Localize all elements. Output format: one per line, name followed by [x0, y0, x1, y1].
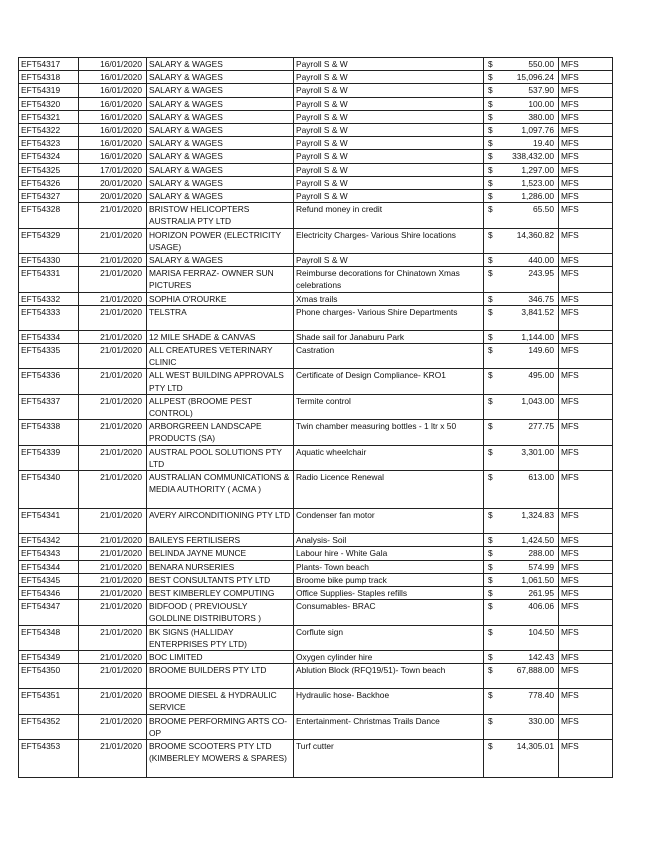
table-row	[19, 254, 613, 267]
payment-ref-cell: EFT54333	[19, 305, 79, 330]
description-cell: Oxygen cylinder hire	[294, 650, 484, 663]
fund-cell: MFS	[559, 369, 613, 394]
table-row	[19, 97, 613, 110]
currency-symbol-cell: $	[484, 471, 498, 509]
fund-cell: MFS	[559, 71, 613, 84]
payment-date-cell: 20/01/2020	[79, 190, 147, 203]
description-cell: Radio Licence Renewal	[294, 471, 484, 509]
payment-date-cell: 16/01/2020	[79, 150, 147, 163]
payee-cell: MARISA FERRAZ- OWNER SUN PICTURES	[147, 267, 294, 292]
description-cell: Certificate of Design Compliance- KRO1	[294, 369, 484, 394]
payment-date-cell: 21/01/2020	[79, 689, 147, 714]
payment-date-cell: 21/01/2020	[79, 664, 147, 689]
amount-cell: 14,305.01	[498, 739, 559, 777]
payment-ref-cell: EFT54338	[19, 420, 79, 445]
table-row	[19, 369, 613, 394]
payment-ref-cell: EFT54325	[19, 163, 79, 176]
payee-cell: SOPHIA O'ROURKE	[147, 292, 294, 305]
payee-cell: SALARY & WAGES	[147, 150, 294, 163]
table-row	[19, 71, 613, 84]
description-cell: Xmas trails	[294, 292, 484, 305]
payment-date-cell: 21/01/2020	[79, 305, 147, 330]
fund-cell: MFS	[559, 420, 613, 445]
payment-date-cell: 21/01/2020	[79, 534, 147, 547]
payment-ref-cell: EFT54320	[19, 97, 79, 110]
payee-cell: 12 MILE SHADE & CANVAS	[147, 330, 294, 343]
payee-cell: SALARY & WAGES	[147, 176, 294, 189]
amount-cell: 243.95	[498, 267, 559, 292]
fund-cell: MFS	[559, 97, 613, 110]
amount-cell: 330.00	[498, 714, 559, 739]
payee-cell: TELSTRA	[147, 305, 294, 330]
table-row	[19, 509, 613, 534]
amount-cell: 15,096.24	[498, 71, 559, 84]
payee-cell: AUSTRAL POOL SOLUTIONS PTY LTD	[147, 445, 294, 470]
payee-cell: SALARY & WAGES	[147, 137, 294, 150]
amount-cell: 346.75	[498, 292, 559, 305]
description-cell: Reimburse decorations for Chinatown Xmas celebrations	[294, 267, 484, 292]
payment-ref-cell: EFT54349	[19, 650, 79, 663]
payment-date-cell: 16/01/2020	[79, 110, 147, 123]
description-cell: Payroll S & W	[294, 163, 484, 176]
payment-ref-cell: EFT54330	[19, 254, 79, 267]
description-cell: Corflute sign	[294, 625, 484, 650]
payment-date-cell: 21/01/2020	[79, 330, 147, 343]
table-row	[19, 176, 613, 189]
payment-date-cell: 17/01/2020	[79, 163, 147, 176]
payment-date-cell: 21/01/2020	[79, 739, 147, 777]
payment-date-cell: 16/01/2020	[79, 71, 147, 84]
currency-symbol-cell: $	[484, 254, 498, 267]
currency-symbol-cell: $	[484, 71, 498, 84]
description-cell: Condenser fan motor	[294, 509, 484, 534]
amount-cell: 142.43	[498, 650, 559, 663]
description-cell: Payroll S & W	[294, 71, 484, 84]
payee-cell: SALARY & WAGES	[147, 254, 294, 267]
currency-symbol-cell: $	[484, 600, 498, 625]
fund-cell: MFS	[559, 203, 613, 228]
payment-ref-cell: EFT54324	[19, 150, 79, 163]
payee-cell: BENARA NURSERIES	[147, 560, 294, 573]
payment-date-cell: 21/01/2020	[79, 560, 147, 573]
amount-cell: 100.00	[498, 97, 559, 110]
description-cell: Consumables- BRAC	[294, 600, 484, 625]
description-cell: Electricity Charges- Various Shire locations	[294, 228, 484, 253]
payment-ref-cell: EFT54317	[19, 58, 79, 71]
payment-ref-cell: EFT54335	[19, 344, 79, 369]
payee-cell: SALARY & WAGES	[147, 190, 294, 203]
description-cell: Ablution Block (RFQ19/51)- Town beach	[294, 664, 484, 689]
table-row	[19, 689, 613, 714]
fund-cell: MFS	[559, 228, 613, 253]
table-row	[19, 420, 613, 445]
payments-table-body	[19, 58, 613, 778]
fund-cell: MFS	[559, 445, 613, 470]
payee-cell: AUSTRALIAN COMMUNICATIONS & MEDIA AUTHORITY ( ACMA )	[147, 471, 294, 509]
table-row	[19, 292, 613, 305]
table-row	[19, 573, 613, 586]
payment-date-cell: 21/01/2020	[79, 394, 147, 419]
fund-cell: MFS	[559, 714, 613, 739]
description-cell: Payroll S & W	[294, 176, 484, 189]
currency-symbol-cell: $	[484, 534, 498, 547]
description-cell: Phone charges- Various Shire Departments	[294, 305, 484, 330]
currency-symbol-cell: $	[484, 228, 498, 253]
payment-ref-cell: EFT54336	[19, 369, 79, 394]
payment-ref-cell: EFT54339	[19, 445, 79, 470]
fund-cell: MFS	[559, 163, 613, 176]
amount-cell: 338,432.00	[498, 150, 559, 163]
table-row	[19, 664, 613, 689]
currency-symbol-cell: $	[484, 190, 498, 203]
table-row	[19, 305, 613, 330]
currency-symbol-cell: $	[484, 124, 498, 137]
amount-cell: 1,061.50	[498, 573, 559, 586]
table-row	[19, 267, 613, 292]
amount-cell: 1,097.76	[498, 124, 559, 137]
table-row	[19, 471, 613, 509]
payment-ref-cell: EFT54318	[19, 71, 79, 84]
amount-cell: 406.06	[498, 600, 559, 625]
currency-symbol-cell: $	[484, 625, 498, 650]
amount-cell: 550.00	[498, 58, 559, 71]
fund-cell: MFS	[559, 58, 613, 71]
amount-cell: 149.60	[498, 344, 559, 369]
fund-cell: MFS	[559, 600, 613, 625]
currency-symbol-cell: $	[484, 547, 498, 560]
table-row	[19, 330, 613, 343]
currency-symbol-cell: $	[484, 203, 498, 228]
payee-cell: BK SIGNS (HALLIDAY ENTERPRISES PTY LTD)	[147, 625, 294, 650]
payment-ref-cell: EFT54332	[19, 292, 79, 305]
amount-cell: 288.00	[498, 547, 559, 560]
fund-cell: MFS	[559, 560, 613, 573]
payment-ref-cell: EFT54345	[19, 573, 79, 586]
payment-date-cell: 16/01/2020	[79, 124, 147, 137]
amount-cell: 3,841.52	[498, 305, 559, 330]
table-row	[19, 228, 613, 253]
currency-symbol-cell: $	[484, 573, 498, 586]
payment-ref-cell: EFT54337	[19, 394, 79, 419]
description-cell: Entertainment- Christmas Trails Dance	[294, 714, 484, 739]
fund-cell: MFS	[559, 509, 613, 534]
payment-date-cell: 21/01/2020	[79, 344, 147, 369]
amount-cell: 613.00	[498, 471, 559, 509]
payment-ref-cell: EFT54347	[19, 600, 79, 625]
payment-date-cell: 21/01/2020	[79, 509, 147, 534]
payment-ref-cell: EFT54344	[19, 560, 79, 573]
fund-cell: MFS	[559, 534, 613, 547]
description-cell: Termite control	[294, 394, 484, 419]
payee-cell: BROOME BUILDERS PTY LTD	[147, 664, 294, 689]
table-row	[19, 124, 613, 137]
payment-ref-cell: EFT54319	[19, 84, 79, 97]
payee-cell: BAILEYS FERTILISERS	[147, 534, 294, 547]
payment-ref-cell: EFT54342	[19, 534, 79, 547]
payment-ref-cell: EFT54350	[19, 664, 79, 689]
payee-cell: ALL WEST BUILDING APPROVALS PTY LTD	[147, 369, 294, 394]
table-row	[19, 163, 613, 176]
amount-cell: 574.99	[498, 560, 559, 573]
fund-cell: MFS	[559, 573, 613, 586]
payment-date-cell: 21/01/2020	[79, 445, 147, 470]
payment-date-cell: 21/01/2020	[79, 254, 147, 267]
currency-symbol-cell: $	[484, 305, 498, 330]
currency-symbol-cell: $	[484, 344, 498, 369]
fund-cell: MFS	[559, 394, 613, 419]
amount-cell: 1,523.00	[498, 176, 559, 189]
amount-cell: 1,144.00	[498, 330, 559, 343]
payment-ref-cell: EFT54334	[19, 330, 79, 343]
payee-cell: ARBORGREEN LANDSCAPE PRODUCTS (SA)	[147, 420, 294, 445]
currency-symbol-cell: $	[484, 330, 498, 343]
amount-cell: 1,424.50	[498, 534, 559, 547]
amount-cell: 104.50	[498, 625, 559, 650]
currency-symbol-cell: $	[484, 739, 498, 777]
table-row	[19, 344, 613, 369]
payment-ref-cell: EFT54352	[19, 714, 79, 739]
payment-ref-cell: EFT54327	[19, 190, 79, 203]
payee-cell: BROOME DIESEL & HYDRAULIC SERVICE	[147, 689, 294, 714]
fund-cell: MFS	[559, 254, 613, 267]
description-cell: Twin chamber measuring bottles - 1 ltr x 50	[294, 420, 484, 445]
table-row	[19, 110, 613, 123]
table-row	[19, 137, 613, 150]
amount-cell: 537.90	[498, 84, 559, 97]
description-cell: Payroll S & W	[294, 150, 484, 163]
table-row	[19, 586, 613, 599]
description-cell: Payroll S & W	[294, 97, 484, 110]
fund-cell: MFS	[559, 586, 613, 599]
description-cell: Payroll S & W	[294, 110, 484, 123]
payee-cell: BIDFOOD ( PREVIOUSLY GOLDLINE DISTRIBUTORS )	[147, 600, 294, 625]
amount-cell: 1,043.00	[498, 394, 559, 419]
description-cell: Office Supplies- Staples refills	[294, 586, 484, 599]
description-cell: Payroll S & W	[294, 84, 484, 97]
fund-cell: MFS	[559, 650, 613, 663]
fund-cell: MFS	[559, 84, 613, 97]
table-row	[19, 394, 613, 419]
payee-cell: BROOME PERFORMING ARTS CO-OP	[147, 714, 294, 739]
currency-symbol-cell: $	[484, 664, 498, 689]
payment-date-cell: 21/01/2020	[79, 471, 147, 509]
payee-cell: BELINDA JAYNE MUNCE	[147, 547, 294, 560]
amount-cell: 3,301.00	[498, 445, 559, 470]
fund-cell: MFS	[559, 739, 613, 777]
table-row	[19, 150, 613, 163]
description-cell: Broome bike pump track	[294, 573, 484, 586]
description-cell: Payroll S & W	[294, 58, 484, 71]
payment-date-cell: 16/01/2020	[79, 84, 147, 97]
payee-cell: SALARY & WAGES	[147, 71, 294, 84]
payment-ref-cell: EFT54328	[19, 203, 79, 228]
payment-date-cell: 16/01/2020	[79, 97, 147, 110]
fund-cell: MFS	[559, 124, 613, 137]
description-cell: Plants- Town beach	[294, 560, 484, 573]
currency-symbol-cell: $	[484, 560, 498, 573]
description-cell: Aquatic wheelchair	[294, 445, 484, 470]
amount-cell: 1,297.00	[498, 163, 559, 176]
amount-cell: 380.00	[498, 110, 559, 123]
payee-cell: ALL CREATURES VETERINARY CLINIC	[147, 344, 294, 369]
payment-date-cell: 21/01/2020	[79, 547, 147, 560]
payment-ref-cell: EFT54321	[19, 110, 79, 123]
currency-symbol-cell: $	[484, 509, 498, 534]
description-cell: Payroll S & W	[294, 254, 484, 267]
payment-date-cell: 21/01/2020	[79, 420, 147, 445]
amount-cell: 14,360.82	[498, 228, 559, 253]
description-cell: Castration	[294, 344, 484, 369]
fund-cell: MFS	[559, 190, 613, 203]
currency-symbol-cell: $	[484, 586, 498, 599]
amount-cell: 261.95	[498, 586, 559, 599]
fund-cell: MFS	[559, 137, 613, 150]
fund-cell: MFS	[559, 330, 613, 343]
table-row	[19, 650, 613, 663]
amount-cell: 277.75	[498, 420, 559, 445]
fund-cell: MFS	[559, 547, 613, 560]
payment-date-cell: 21/01/2020	[79, 203, 147, 228]
payment-date-cell: 21/01/2020	[79, 650, 147, 663]
table-row	[19, 739, 613, 777]
table-row	[19, 534, 613, 547]
payee-cell: SALARY & WAGES	[147, 58, 294, 71]
currency-symbol-cell: $	[484, 267, 498, 292]
currency-symbol-cell: $	[484, 369, 498, 394]
currency-symbol-cell: $	[484, 445, 498, 470]
table-row	[19, 714, 613, 739]
fund-cell: MFS	[559, 176, 613, 189]
payment-ref-cell: EFT54340	[19, 471, 79, 509]
payment-date-cell: 21/01/2020	[79, 600, 147, 625]
amount-cell: 1,324.83	[498, 509, 559, 534]
fund-cell: MFS	[559, 664, 613, 689]
description-cell: Payroll S & W	[294, 137, 484, 150]
fund-cell: MFS	[559, 689, 613, 714]
table-row	[19, 445, 613, 470]
currency-symbol-cell: $	[484, 650, 498, 663]
payment-date-cell: 16/01/2020	[79, 137, 147, 150]
payment-date-cell: 20/01/2020	[79, 176, 147, 189]
amount-cell: 19.40	[498, 137, 559, 150]
payment-ref-cell: EFT54341	[19, 509, 79, 534]
payment-ref-cell: EFT54326	[19, 176, 79, 189]
description-cell: Turf cutter	[294, 739, 484, 777]
amount-cell: 495.00	[498, 369, 559, 394]
payment-date-cell: 21/01/2020	[79, 228, 147, 253]
table-row	[19, 600, 613, 625]
payee-cell: SALARY & WAGES	[147, 110, 294, 123]
payment-date-cell: 21/01/2020	[79, 292, 147, 305]
table-row	[19, 84, 613, 97]
table-row	[19, 58, 613, 71]
fund-cell: MFS	[559, 110, 613, 123]
table-row	[19, 625, 613, 650]
payment-ref-cell: EFT54353	[19, 739, 79, 777]
payment-date-cell: 21/01/2020	[79, 573, 147, 586]
fund-cell: MFS	[559, 292, 613, 305]
currency-symbol-cell: $	[484, 163, 498, 176]
currency-symbol-cell: $	[484, 110, 498, 123]
table-row	[19, 190, 613, 203]
payee-cell: BEST CONSULTANTS PTY LTD	[147, 573, 294, 586]
payment-date-cell: 21/01/2020	[79, 714, 147, 739]
description-cell: Hydraulic hose- Backhoe	[294, 689, 484, 714]
payment-date-cell: 21/01/2020	[79, 625, 147, 650]
table-row	[19, 203, 613, 228]
payee-cell: SALARY & WAGES	[147, 97, 294, 110]
payment-date-cell: 21/01/2020	[79, 369, 147, 394]
payment-date-cell: 21/01/2020	[79, 267, 147, 292]
payment-ref-cell: EFT54322	[19, 124, 79, 137]
payment-date-cell: 21/01/2020	[79, 586, 147, 599]
amount-cell: 67,888.00	[498, 664, 559, 689]
currency-symbol-cell: $	[484, 84, 498, 97]
payments-table-page	[18, 57, 612, 778]
description-cell: Payroll S & W	[294, 124, 484, 137]
currency-symbol-cell: $	[484, 420, 498, 445]
currency-symbol-cell: $	[484, 292, 498, 305]
description-cell: Shade sail for Janaburu Park	[294, 330, 484, 343]
payment-ref-cell: EFT54343	[19, 547, 79, 560]
description-cell: Labour hire - White Gala	[294, 547, 484, 560]
fund-cell: MFS	[559, 625, 613, 650]
payee-cell: BEST KIMBERLEY COMPUTING	[147, 586, 294, 599]
payment-ref-cell: EFT54329	[19, 228, 79, 253]
payment-date-cell: 16/01/2020	[79, 58, 147, 71]
payment-ref-cell: EFT54346	[19, 586, 79, 599]
amount-cell: 440.00	[498, 254, 559, 267]
payment-ref-cell: EFT54331	[19, 267, 79, 292]
payee-cell: HORIZON POWER (ELECTRICITY USAGE)	[147, 228, 294, 253]
payee-cell: BOC LIMITED	[147, 650, 294, 663]
payee-cell: SALARY & WAGES	[147, 124, 294, 137]
payment-ref-cell: EFT54348	[19, 625, 79, 650]
fund-cell: MFS	[559, 344, 613, 369]
payee-cell: SALARY & WAGES	[147, 163, 294, 176]
currency-symbol-cell: $	[484, 150, 498, 163]
currency-symbol-cell: $	[484, 58, 498, 71]
currency-symbol-cell: $	[484, 176, 498, 189]
amount-cell: 778.40	[498, 689, 559, 714]
fund-cell: MFS	[559, 471, 613, 509]
currency-symbol-cell: $	[484, 714, 498, 739]
payment-ref-cell: EFT54323	[19, 137, 79, 150]
currency-symbol-cell: $	[484, 394, 498, 419]
payee-cell: BRISTOW HELICOPTERS AUSTRALIA PTY LTD	[147, 203, 294, 228]
payee-cell: ALLPEST (BROOME PEST CONTROL)	[147, 394, 294, 419]
payee-cell: BROOME SCOOTERS PTY LTD (KIMBERLEY MOWERS & SPARES)	[147, 739, 294, 777]
fund-cell: MFS	[559, 150, 613, 163]
table-row	[19, 547, 613, 560]
payee-cell: SALARY & WAGES	[147, 84, 294, 97]
currency-symbol-cell: $	[484, 689, 498, 714]
payments-table	[18, 57, 613, 778]
amount-cell: 1,286.00	[498, 190, 559, 203]
payee-cell: AVERY AIRCONDITIONING PTY LTD	[147, 509, 294, 534]
fund-cell: MFS	[559, 305, 613, 330]
currency-symbol-cell: $	[484, 97, 498, 110]
amount-cell: 65.50	[498, 203, 559, 228]
currency-symbol-cell: $	[484, 137, 498, 150]
table-row	[19, 560, 613, 573]
payment-ref-cell: EFT54351	[19, 689, 79, 714]
description-cell: Analysis- Soil	[294, 534, 484, 547]
fund-cell: MFS	[559, 267, 613, 292]
description-cell: Payroll S & W	[294, 190, 484, 203]
description-cell: Refund money in credit	[294, 203, 484, 228]
